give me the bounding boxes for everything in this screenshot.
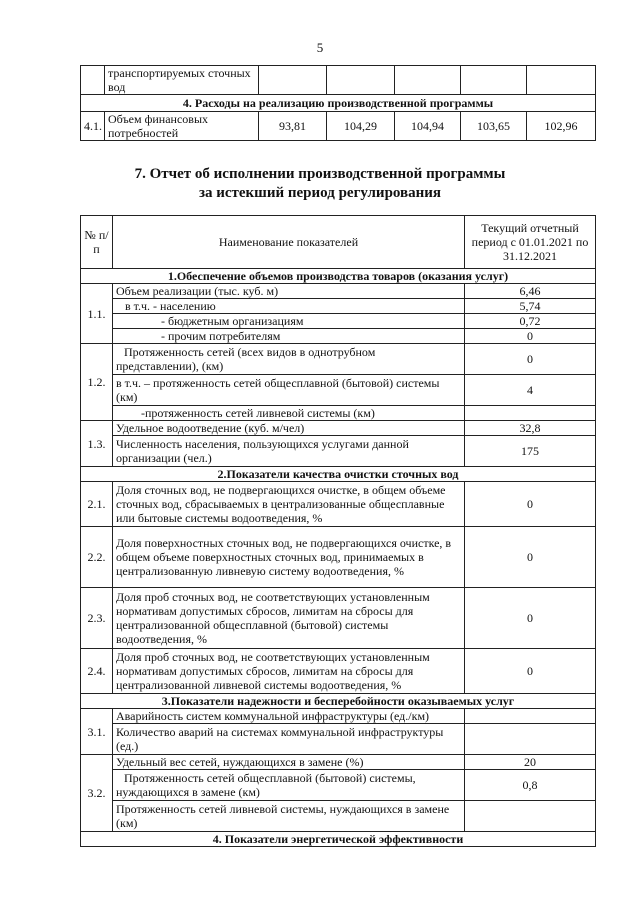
cell-value: 0 (465, 482, 596, 527)
cell-value: 0 (465, 649, 596, 694)
table-row (81, 375, 596, 406)
row-name: Численность населения, пользующихся услугами данной организации (чел.) (113, 436, 465, 467)
cell-value (465, 724, 596, 755)
table-row (81, 770, 596, 801)
section-title: 3.Показатели надежности и бесперебойности оказываемых услуг (81, 694, 596, 709)
table-row (81, 755, 596, 770)
cell-value: 175 (465, 436, 596, 467)
cell-value: 0,72 (465, 314, 596, 329)
cell-value: 104,29 (327, 112, 395, 141)
row-name: Протяженность сетей общесплавной (бытовой) системы, нуждающихся в замене (км) (113, 770, 465, 801)
row-name: Протяженность сетей (всех видов в однотрубном представлении), (км) (113, 344, 465, 375)
row-number: 2.4. (81, 649, 113, 694)
table-row (81, 482, 596, 527)
row-number: 3.1. (81, 709, 113, 755)
title-line: 7. Отчет об исполнении производственной программы (134, 166, 506, 182)
section-title: 4. Расходы на реализацию производственной программы (81, 95, 596, 112)
table-row (81, 436, 596, 467)
row-number: 2.3. (81, 588, 113, 649)
row-name: Доля сточных вод, не подвергающихся очистке, в общем объеме сточных вод, сбрасываемых в централизованные общесплавные или бытовые системы водоотведения, % (113, 482, 465, 527)
row-name: Удельное водоотведение (куб. м/чел) (113, 421, 465, 436)
header-period: Текущий отчетный период с 01.01.2021 по 31.12.2021 (465, 216, 596, 269)
row-name: Аварийность систем коммунальной инфраструктуры (ед./км) (113, 709, 465, 724)
table-row (81, 588, 596, 649)
cell-value: 0 (465, 329, 596, 344)
cell-value: 93,81 (259, 112, 327, 141)
row-name: Доля проб сточных вод, не соответствующих установленным нормативам допустимых сбросов, лимитам на сбросы для централизованной ливневой системы водоотведения, % (113, 649, 465, 694)
cell-value: 103,65 (461, 112, 527, 141)
section-row (81, 269, 596, 284)
row-name: - прочим потребителям (113, 329, 465, 344)
row-number: 1.2. (81, 344, 113, 421)
cell-value (465, 406, 596, 421)
row-number: 2.2. (81, 527, 113, 588)
table-row (81, 329, 596, 344)
cell-value: 102,96 (527, 112, 596, 141)
cell-value: 0 (465, 344, 596, 375)
table-row (81, 724, 596, 755)
table-row (81, 527, 596, 588)
table-row (81, 344, 596, 375)
cell-value: 0 (465, 588, 596, 649)
table-row (81, 649, 596, 694)
row-name: - бюджетным организациям (113, 314, 465, 329)
row-number: 1.3. (81, 421, 113, 467)
row-number: 3.2. (81, 755, 113, 832)
cell-value: 6,46 (465, 284, 596, 299)
cell-value: 104,94 (395, 112, 461, 141)
table-row (81, 801, 596, 832)
row-name: Объем реализации (тыс. куб. м) (113, 284, 465, 299)
row-name: в т.ч. - населению (113, 299, 465, 314)
cell-value: 5,74 (465, 299, 596, 314)
table-row (81, 709, 596, 724)
table-row (81, 66, 596, 95)
section-title: 1.Обеспечение объемов производства товаров (оказания услуг) (81, 269, 596, 284)
table-row (81, 299, 596, 314)
financial-table (80, 65, 596, 141)
cell-value: 0 (465, 527, 596, 588)
table-row (81, 112, 596, 141)
row-name: Доля поверхностных сточных вод, не подвергающихся очистке, в общем объеме поверхностных сточных вод, принимаемых в централизованную ливневую систему водоотведения, % (113, 527, 465, 588)
row-number: 2.1. (81, 482, 113, 527)
row-name: Доля проб сточных вод, не соответствующих установленным нормативам допустимых сбросов, лимитам на сбросы для централизованной общесплавной (бытовой) системы водоотведения, % (113, 588, 465, 649)
row-name: Объем финансовых потребностей (105, 112, 259, 141)
table-row (81, 421, 596, 436)
cell-value: 0,8 (465, 770, 596, 801)
section-title: 4. Показатели энергетической эффективности (81, 832, 596, 847)
page-number: 5 (316, 40, 324, 55)
cell-value: 32,8 (465, 421, 596, 436)
table-row (81, 314, 596, 329)
section-title: 2.Показатели качества очистки сточных вод (81, 467, 596, 482)
row-number: 1.1. (81, 284, 113, 344)
cell-value: 20 (465, 755, 596, 770)
cell-value (465, 709, 596, 724)
cell-value (465, 801, 596, 832)
section-row (81, 694, 596, 709)
section-row (81, 467, 596, 482)
report-table (80, 215, 596, 847)
row-name: транспортируемых сточных вод (105, 66, 259, 95)
row-name: Протяженность сетей ливневой системы, нуждающихся в замене (км) (113, 801, 465, 832)
section-row (81, 832, 596, 847)
header-num: № п/п (81, 216, 113, 269)
row-name: -протяженность сетей ливневой системы (км) (113, 406, 465, 421)
table-row (81, 406, 596, 421)
row-name: Удельный вес сетей, нуждающихся в замене (%) (113, 755, 465, 770)
row-name: Количество аварий на системах коммунальной инфраструктуры (ед.) (113, 724, 465, 755)
cell-value: 4 (465, 375, 596, 406)
header-name: Наименование показателей (113, 216, 465, 269)
section-row (81, 95, 596, 112)
header-row (81, 216, 596, 269)
row-number: 4.1. (81, 112, 105, 141)
table-row (81, 284, 596, 299)
title-line: за истекший период регулирования (198, 185, 442, 201)
report-title (0, 165, 640, 203)
row-name: в т.ч. – протяженность сетей общесплавной (бытовой) системы (км) (113, 375, 465, 406)
